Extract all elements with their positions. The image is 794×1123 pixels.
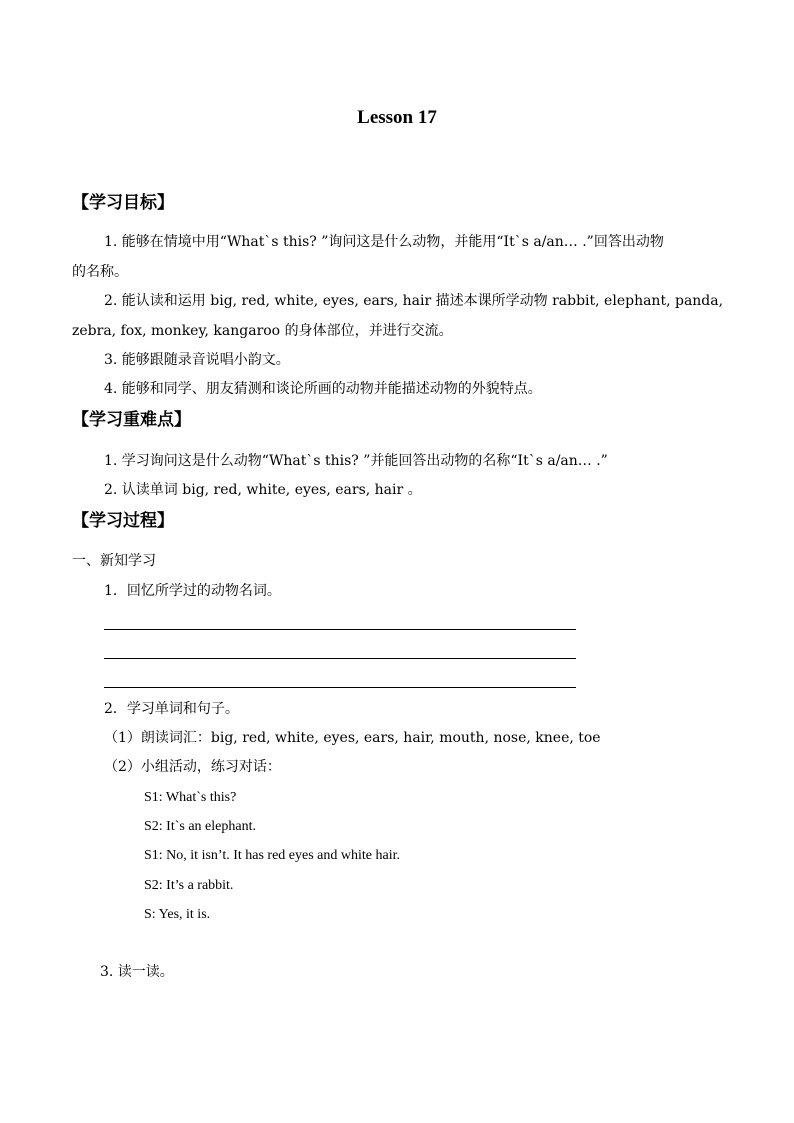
- dialogue-line-2: S2: It`s an elephant.: [144, 819, 256, 834]
- answer-line-3: [104, 687, 576, 688]
- dialogue-line-1: S1: What`s this?: [144, 790, 237, 805]
- page-title: Lesson 17: [357, 107, 437, 128]
- section-heading-process: 【学习过程】: [72, 511, 174, 531]
- objective-item-1-line-1: 1. 能够在情境中用“What`s this? ”询问这是什么动物，并能用“It`s a/an… .”回答出动物: [104, 234, 664, 250]
- key-point-item-1: 1. 学习询问这是什么动物“What`s this? ”并能回答出动物的名称“It`s a/an… .”: [104, 453, 608, 469]
- process-step-2-a: （1）朗读词汇：big, red, white, eyes, ears, hair, mouth, nose, knee, toe: [104, 730, 601, 746]
- objective-item-2-line-2: zebra, fox, monkey, kangaroo 的身体部位，并进行交流。: [72, 323, 453, 339]
- objective-item-1-line-2: 的名称。: [72, 264, 128, 280]
- objective-item-4: 4. 能够和同学、朋友猜测和谈论所画的动物并能描述动物的外貌特点。: [104, 381, 542, 397]
- dialogue-line-3: S1: No, it isn’t. It has red eyes and white hair.: [144, 848, 400, 863]
- process-step-3: 3. 读一读。: [100, 964, 174, 980]
- section-heading-key-points: 【学习重难点】: [72, 410, 191, 430]
- objective-item-2-line-1: 2. 能认读和运用 big, red, white, eyes, ears, hair 描述本课所学动物 rabbit, elephant, panda,: [104, 293, 724, 309]
- section-heading-objectives: 【学习目标】: [72, 193, 174, 213]
- process-step-1: 1．回忆所学过的动物名词。: [104, 583, 281, 599]
- dialogue-line-4: S2: It’s a rabbit.: [144, 878, 234, 893]
- objective-item-3: 3. 能够跟随录音说唱小韵文。: [104, 352, 290, 368]
- answer-line-1: [104, 629, 576, 630]
- process-step-2: 2．学习单词和句子。: [104, 701, 239, 717]
- process-step-2-b: （2）小组活动，练习对话：: [104, 759, 281, 775]
- key-point-item-2: 2. 认读单词 big, red, white, eyes, ears, hair 。: [104, 482, 422, 498]
- dialogue-line-5: S: Yes, it is.: [144, 907, 211, 922]
- answer-line-2: [104, 658, 576, 659]
- process-part-1: 一、新知学习: [72, 553, 156, 569]
